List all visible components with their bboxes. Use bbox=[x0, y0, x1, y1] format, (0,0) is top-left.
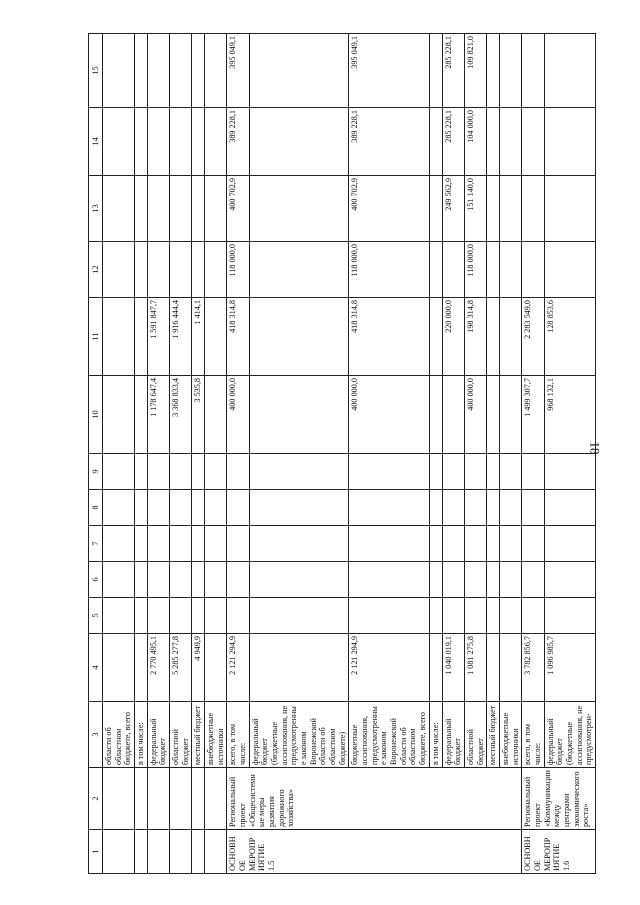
value-cell bbox=[170, 34, 192, 108]
value-cell bbox=[249, 526, 349, 562]
value-cell bbox=[135, 242, 148, 298]
value-cell bbox=[442, 526, 464, 562]
row-label: местный бюджет bbox=[192, 702, 205, 768]
measure-name: ОСНОВНОЕ МЕРОПРИЯТИЕ 1.5 bbox=[227, 830, 522, 874]
value-cell bbox=[429, 454, 442, 490]
value-cell bbox=[205, 34, 227, 108]
value-cell bbox=[205, 526, 227, 562]
value-cell bbox=[522, 526, 544, 562]
value-cell bbox=[522, 242, 544, 298]
value-cell bbox=[429, 376, 442, 454]
value-cell bbox=[487, 562, 500, 598]
value-cell bbox=[147, 526, 169, 562]
value-cell bbox=[249, 34, 349, 108]
value-cell bbox=[464, 598, 486, 634]
value-cell bbox=[192, 108, 205, 176]
value-cell bbox=[544, 454, 595, 490]
value-cell bbox=[192, 176, 205, 242]
value-cell bbox=[499, 376, 521, 454]
value-cell bbox=[544, 562, 595, 598]
cell-empty bbox=[103, 830, 135, 874]
row-label: областной бюджет bbox=[170, 702, 192, 768]
value-cell bbox=[349, 598, 429, 634]
header-row bbox=[89, 34, 103, 874]
column-header: 11 bbox=[89, 298, 103, 376]
value-cell bbox=[205, 298, 227, 376]
value-cell bbox=[103, 634, 135, 702]
value-cell: 109 821,0 bbox=[464, 34, 486, 108]
value-cell bbox=[249, 376, 349, 454]
value-cell bbox=[205, 562, 227, 598]
value-cell bbox=[499, 298, 521, 376]
value-cell bbox=[499, 34, 521, 108]
row-label: федеральный бюджет (бюджетные ассигнования, не предусмотренные законом Воронежской области об областном бюджете) bbox=[249, 702, 349, 768]
value-cell: 2 283 549,0 bbox=[522, 298, 544, 376]
value-cell bbox=[103, 598, 135, 634]
value-cell bbox=[205, 176, 227, 242]
value-cell bbox=[135, 526, 148, 562]
table-row bbox=[170, 34, 192, 874]
value-cell bbox=[429, 562, 442, 598]
table-row bbox=[205, 34, 227, 874]
value-cell bbox=[464, 562, 486, 598]
row-label: внебюджетные источники bbox=[205, 702, 227, 768]
value-cell bbox=[227, 526, 249, 562]
value-cell bbox=[103, 562, 135, 598]
value-cell: 4 949,9 bbox=[192, 634, 205, 702]
value-cell bbox=[499, 108, 521, 176]
value-cell bbox=[349, 454, 429, 490]
column-header: 9 bbox=[89, 454, 103, 490]
value-cell: 198 314,8 bbox=[464, 298, 486, 376]
page-number: 18 bbox=[587, 441, 603, 455]
row-label: внебюджетные источники bbox=[499, 702, 521, 768]
value-cell bbox=[544, 598, 595, 634]
row-label: федеральный бюджет bbox=[442, 702, 464, 768]
value-cell: 249 562,9 bbox=[442, 176, 464, 242]
value-cell: 1 040 019,1 bbox=[442, 634, 464, 702]
row-label: всего, в том числе: bbox=[227, 702, 249, 768]
value-cell bbox=[192, 562, 205, 598]
value-cell bbox=[170, 598, 192, 634]
value-cell bbox=[499, 490, 521, 526]
value-cell bbox=[135, 176, 148, 242]
value-cell bbox=[487, 242, 500, 298]
value-cell bbox=[349, 490, 429, 526]
value-cell bbox=[249, 298, 349, 376]
table-row bbox=[227, 34, 249, 874]
value-cell bbox=[135, 634, 148, 702]
value-cell bbox=[522, 598, 544, 634]
value-cell: 285 228,1 bbox=[442, 108, 464, 176]
column-header: 2 bbox=[89, 768, 103, 830]
value-cell: 1 096 985,7 bbox=[544, 634, 595, 702]
value-cell bbox=[429, 176, 442, 242]
value-cell: 118 000,0 bbox=[464, 242, 486, 298]
value-cell bbox=[170, 108, 192, 176]
value-cell bbox=[487, 490, 500, 526]
value-cell: 2 121 294,9 bbox=[227, 634, 249, 702]
column-header: 13 bbox=[89, 176, 103, 242]
value-cell bbox=[499, 176, 521, 242]
value-cell bbox=[487, 454, 500, 490]
value-cell bbox=[103, 176, 135, 242]
value-cell bbox=[522, 176, 544, 242]
value-cell bbox=[487, 526, 500, 562]
value-cell bbox=[170, 526, 192, 562]
value-cell bbox=[544, 34, 595, 108]
row-label: местный бюджет bbox=[487, 702, 500, 768]
value-cell bbox=[205, 242, 227, 298]
cell-empty bbox=[147, 830, 169, 874]
value-cell bbox=[487, 298, 500, 376]
value-cell bbox=[205, 454, 227, 490]
value-cell bbox=[442, 376, 464, 454]
cell-empty bbox=[192, 830, 205, 874]
value-cell bbox=[192, 34, 205, 108]
value-cell bbox=[249, 176, 349, 242]
value-cell bbox=[442, 454, 464, 490]
table-row bbox=[487, 34, 500, 874]
value-cell: 1 414,1 bbox=[192, 298, 205, 376]
value-cell: 3 368 833,4 bbox=[170, 376, 192, 454]
cell-empty bbox=[147, 768, 169, 830]
value-cell bbox=[429, 490, 442, 526]
value-cell bbox=[544, 490, 595, 526]
value-cell bbox=[349, 562, 429, 598]
value-cell bbox=[522, 454, 544, 490]
value-cell bbox=[499, 562, 521, 598]
column-header: 8 bbox=[89, 490, 103, 526]
table-row bbox=[349, 34, 429, 874]
value-cell bbox=[464, 490, 486, 526]
value-cell bbox=[147, 598, 169, 634]
value-cell bbox=[135, 108, 148, 176]
value-cell bbox=[429, 108, 442, 176]
value-cell bbox=[205, 490, 227, 526]
value-cell bbox=[249, 562, 349, 598]
cell-empty bbox=[205, 768, 227, 830]
row-label: в том числе: bbox=[135, 702, 148, 768]
cell-empty bbox=[192, 768, 205, 830]
financing-table bbox=[88, 33, 596, 874]
value-cell bbox=[249, 634, 349, 702]
table-row bbox=[464, 34, 486, 874]
value-cell bbox=[544, 108, 595, 176]
value-cell bbox=[249, 490, 349, 526]
value-cell bbox=[135, 376, 148, 454]
row-label: области об областном бюджете, всего bbox=[103, 702, 135, 768]
value-cell bbox=[487, 376, 500, 454]
value-cell bbox=[499, 598, 521, 634]
value-cell bbox=[147, 176, 169, 242]
value-cell bbox=[205, 634, 227, 702]
table-area bbox=[88, 34, 594, 874]
value-cell bbox=[205, 376, 227, 454]
value-cell bbox=[147, 34, 169, 108]
value-cell bbox=[103, 298, 135, 376]
project-name: Региональный проект «Коммуникации между центрами экономического роста» bbox=[522, 768, 596, 830]
value-cell: 1 178 647,4 bbox=[147, 376, 169, 454]
value-cell: 104 000,0 bbox=[464, 108, 486, 176]
column-header: 7 bbox=[89, 526, 103, 562]
value-cell bbox=[487, 634, 500, 702]
value-cell bbox=[499, 242, 521, 298]
cell-empty bbox=[205, 830, 227, 874]
value-cell bbox=[170, 454, 192, 490]
value-cell: 285 228,1 bbox=[442, 34, 464, 108]
value-cell: 400 702,9 bbox=[227, 176, 249, 242]
column-header: 14 bbox=[89, 108, 103, 176]
value-cell: 1 916 444,4 bbox=[170, 298, 192, 376]
value-cell bbox=[135, 598, 148, 634]
value-cell: 400 000,0 bbox=[227, 376, 249, 454]
value-cell bbox=[487, 34, 500, 108]
value-cell bbox=[544, 526, 595, 562]
value-cell bbox=[249, 454, 349, 490]
value-cell bbox=[135, 34, 148, 108]
column-header: 5 bbox=[89, 598, 103, 634]
value-cell: 3 782 856,7 bbox=[522, 634, 544, 702]
value-cell bbox=[442, 562, 464, 598]
table-row bbox=[103, 34, 135, 874]
measure-name: ОСНОВНОЕ МЕРОПРИЯТИЕ 1.6 bbox=[522, 830, 596, 874]
table-row bbox=[499, 34, 521, 874]
value-cell bbox=[147, 454, 169, 490]
value-cell bbox=[147, 562, 169, 598]
value-cell: 1 081 275,8 bbox=[464, 634, 486, 702]
column-header: 1 bbox=[89, 830, 103, 874]
value-cell bbox=[170, 562, 192, 598]
value-cell bbox=[429, 526, 442, 562]
value-cell: 1 499 307,7 bbox=[522, 376, 544, 454]
column-header: 3 bbox=[89, 702, 103, 768]
row-label: федеральный бюджет (бюджетные ассигнования, не предусмотрен- bbox=[544, 702, 595, 768]
table-row bbox=[192, 34, 205, 874]
column-header: 6 bbox=[89, 562, 103, 598]
value-cell: 418 314,8 bbox=[349, 298, 429, 376]
value-cell bbox=[522, 562, 544, 598]
value-cell bbox=[135, 298, 148, 376]
value-cell: 400 000,0 bbox=[349, 376, 429, 454]
table-row bbox=[442, 34, 464, 874]
value-cell bbox=[227, 598, 249, 634]
value-cell bbox=[103, 454, 135, 490]
value-cell bbox=[227, 562, 249, 598]
value-cell bbox=[192, 490, 205, 526]
value-cell: 968 132,1 bbox=[544, 376, 595, 454]
value-cell bbox=[249, 108, 349, 176]
table-row bbox=[249, 34, 349, 874]
value-cell bbox=[135, 490, 148, 526]
value-cell: 418 314,8 bbox=[227, 298, 249, 376]
value-cell bbox=[442, 598, 464, 634]
row-label: всего, в том числе: bbox=[522, 702, 544, 768]
value-cell: 151 140,0 bbox=[464, 176, 486, 242]
project-name: Региональный проект «Общесистемные меры развития дорожного хозяйства» bbox=[227, 768, 522, 830]
value-cell bbox=[522, 34, 544, 108]
value-cell: 118 000,0 bbox=[349, 242, 429, 298]
value-cell bbox=[522, 108, 544, 176]
value-cell bbox=[103, 242, 135, 298]
value-cell: 395 049,1 bbox=[227, 34, 249, 108]
cell-empty bbox=[170, 830, 192, 874]
value-cell: 3 535,8 bbox=[192, 376, 205, 454]
value-cell bbox=[192, 598, 205, 634]
value-cell bbox=[487, 176, 500, 242]
value-cell bbox=[429, 298, 442, 376]
value-cell bbox=[442, 490, 464, 526]
value-cell bbox=[103, 526, 135, 562]
value-cell bbox=[103, 490, 135, 526]
value-cell bbox=[464, 454, 486, 490]
value-cell: 389 228,1 bbox=[349, 108, 429, 176]
value-cell bbox=[464, 526, 486, 562]
cell-empty bbox=[135, 768, 148, 830]
value-cell: 128 853,6 bbox=[544, 298, 595, 376]
value-cell bbox=[544, 242, 595, 298]
value-cell bbox=[135, 454, 148, 490]
column-header: 10 bbox=[89, 376, 103, 454]
cell-empty bbox=[103, 768, 135, 830]
table-row bbox=[135, 34, 148, 874]
value-cell bbox=[135, 562, 148, 598]
value-cell bbox=[147, 490, 169, 526]
value-cell: 118 000,0 bbox=[227, 242, 249, 298]
value-cell: 395 049,1 bbox=[349, 34, 429, 108]
value-cell: 389 228,1 bbox=[227, 108, 249, 176]
column-header: 15 bbox=[89, 34, 103, 108]
row-label: бюджетные ассигнования, предусмотренные законом Воронежской области об областном бюджете, всего bbox=[349, 702, 429, 768]
value-cell: 220 000,0 bbox=[442, 298, 464, 376]
value-cell: 400 000,0 bbox=[464, 376, 486, 454]
value-cell bbox=[429, 634, 442, 702]
column-header: 12 bbox=[89, 242, 103, 298]
value-cell bbox=[103, 34, 135, 108]
value-cell bbox=[170, 176, 192, 242]
value-cell bbox=[499, 454, 521, 490]
value-cell bbox=[205, 598, 227, 634]
value-cell bbox=[192, 242, 205, 298]
value-cell bbox=[442, 242, 464, 298]
value-cell bbox=[103, 376, 135, 454]
value-cell bbox=[487, 108, 500, 176]
cell-empty bbox=[170, 768, 192, 830]
value-cell bbox=[192, 454, 205, 490]
value-cell bbox=[429, 34, 442, 108]
value-cell bbox=[192, 526, 205, 562]
value-cell bbox=[429, 242, 442, 298]
row-label: областной бюджет bbox=[464, 702, 486, 768]
value-cell bbox=[487, 598, 500, 634]
value-cell bbox=[103, 108, 135, 176]
value-cell: 1 591 847,7 bbox=[147, 298, 169, 376]
row-label: федеральный бюджет bbox=[147, 702, 169, 768]
value-cell: 400 702,9 bbox=[349, 176, 429, 242]
cell-empty bbox=[135, 830, 148, 874]
value-cell bbox=[227, 454, 249, 490]
value-cell bbox=[170, 242, 192, 298]
value-cell bbox=[499, 634, 521, 702]
table-row bbox=[429, 34, 442, 874]
value-cell bbox=[147, 108, 169, 176]
value-cell bbox=[249, 598, 349, 634]
value-cell bbox=[544, 176, 595, 242]
value-cell bbox=[499, 526, 521, 562]
value-cell: 2 770 495,1 bbox=[147, 634, 169, 702]
value-cell bbox=[349, 526, 429, 562]
value-cell bbox=[147, 242, 169, 298]
table-row bbox=[544, 34, 595, 874]
value-cell bbox=[249, 242, 349, 298]
value-cell bbox=[170, 490, 192, 526]
table-row bbox=[147, 34, 169, 874]
value-cell bbox=[205, 108, 227, 176]
value-cell: 2 121 294,9 bbox=[349, 634, 429, 702]
value-cell bbox=[227, 490, 249, 526]
value-cell: 5 285 277,8 bbox=[170, 634, 192, 702]
column-header: 4 bbox=[89, 634, 103, 702]
row-label: в том числе: bbox=[429, 702, 442, 768]
table-row bbox=[522, 34, 544, 874]
value-cell bbox=[429, 598, 442, 634]
value-cell bbox=[522, 490, 544, 526]
